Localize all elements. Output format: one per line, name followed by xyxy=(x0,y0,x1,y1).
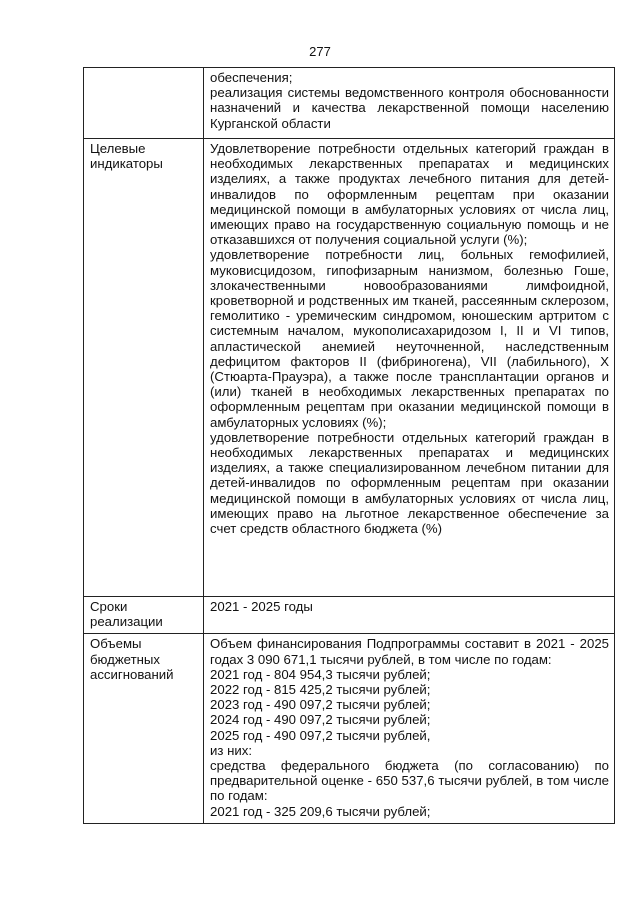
row-content xyxy=(204,139,615,597)
table-row xyxy=(84,68,615,139)
table-row xyxy=(84,597,615,634)
row-label: Целевые индикаторы xyxy=(84,139,204,597)
table-row xyxy=(84,139,615,597)
paragraph: 2022 год - 815 425,2 тысячи рублей; xyxy=(210,682,431,698)
row-label: Сроки реализации xyxy=(84,597,204,634)
paragraph: Удовлетворение потребности отдельных категорий граждан в необходимых лекарственных препаратах и медицинских изделиях, а также продуктах лечебного питания для детей-инвалидов по оформленным рецептам при оказании медицинской помощи в амбулаторных условиях от числа лиц, имеющих право на государственную социальную помощь и не отказавшихся от получения социальной услуги (%); xyxy=(210,141,609,248)
paragraph: 2021 год - 325 209,6 тысячи рублей; xyxy=(210,803,431,819)
paragraph: 2021 - 2025 годы xyxy=(210,599,313,614)
paragraph: 2023 год - 490 097,2 тысячи рублей; xyxy=(210,697,431,713)
row-content xyxy=(204,597,615,634)
paragraph: из них: xyxy=(210,742,253,758)
paragraph: Объем финансирования Подпрограммы составит в 2021 - 2025 годах 3 090 671,1 тысячи рублей, в том числе по годам: xyxy=(210,636,609,667)
paragraph: средства федерального бюджета (по согласованию) по предварительной оценке - 650 537,6 тысячи рублей, в том числе по годам: xyxy=(210,758,609,804)
paragraph: удовлетворение потребности лиц, больных гемофилией, муковисцидозом, гипофизарным нанизмом, болезнью Гоше, злокачественными новообразованиями лимфоидной, кроветворной и родственных им тканей, рассеянным склерозом, гемолитико - уремическим синдромом, юношеским артритом с системным началом, мукополисахаридозом I, II и VI типов, апластической анемией неуточненной, наследственным дефицитом факторов II (фибриногена), VII (лабильного), X (Стюарта-Прауэра), а также после трансплантации органов и (или) тканей в необходимых лекарственных препаратах по оформленным рецептам при оказании медицинской помощи в амбулаторных условиях (%); xyxy=(210,247,609,430)
row-label: Объемы бюджетных ассигнований xyxy=(84,634,204,823)
paragraph: 2025 год - 490 097,2 тысячи рублей, xyxy=(210,727,431,743)
paragraph: удовлетворение потребности отдельных категорий граждан в необходимых лекарственных препаратах и медицинских изделиях, а также специализированном лечебном питании для детей-инвалидов по оформленным рецептам при оказании медицинской помощи в амбулаторных условиях от числа лиц, имеющих право на льготное лекарственное обеспечение за счет средств областного бюджета (%) xyxy=(210,429,609,537)
table-row xyxy=(84,634,615,823)
row-label xyxy=(84,68,204,139)
paragraph: реализация системы ведомственного контроля обоснованности назначений и качества лекарственной помощи населению Курганской области xyxy=(210,85,609,131)
paragraph: 2024 год - 490 097,2 тысячи рублей; xyxy=(210,712,431,728)
paragraph: обеспечения; xyxy=(210,70,293,85)
paragraph: 2021 год - 804 954,3 тысячи рублей; xyxy=(210,666,431,682)
page-number: 277 xyxy=(309,44,331,59)
row-content xyxy=(204,68,615,139)
row-content xyxy=(204,634,615,823)
subprogram-passport-table xyxy=(83,67,615,824)
